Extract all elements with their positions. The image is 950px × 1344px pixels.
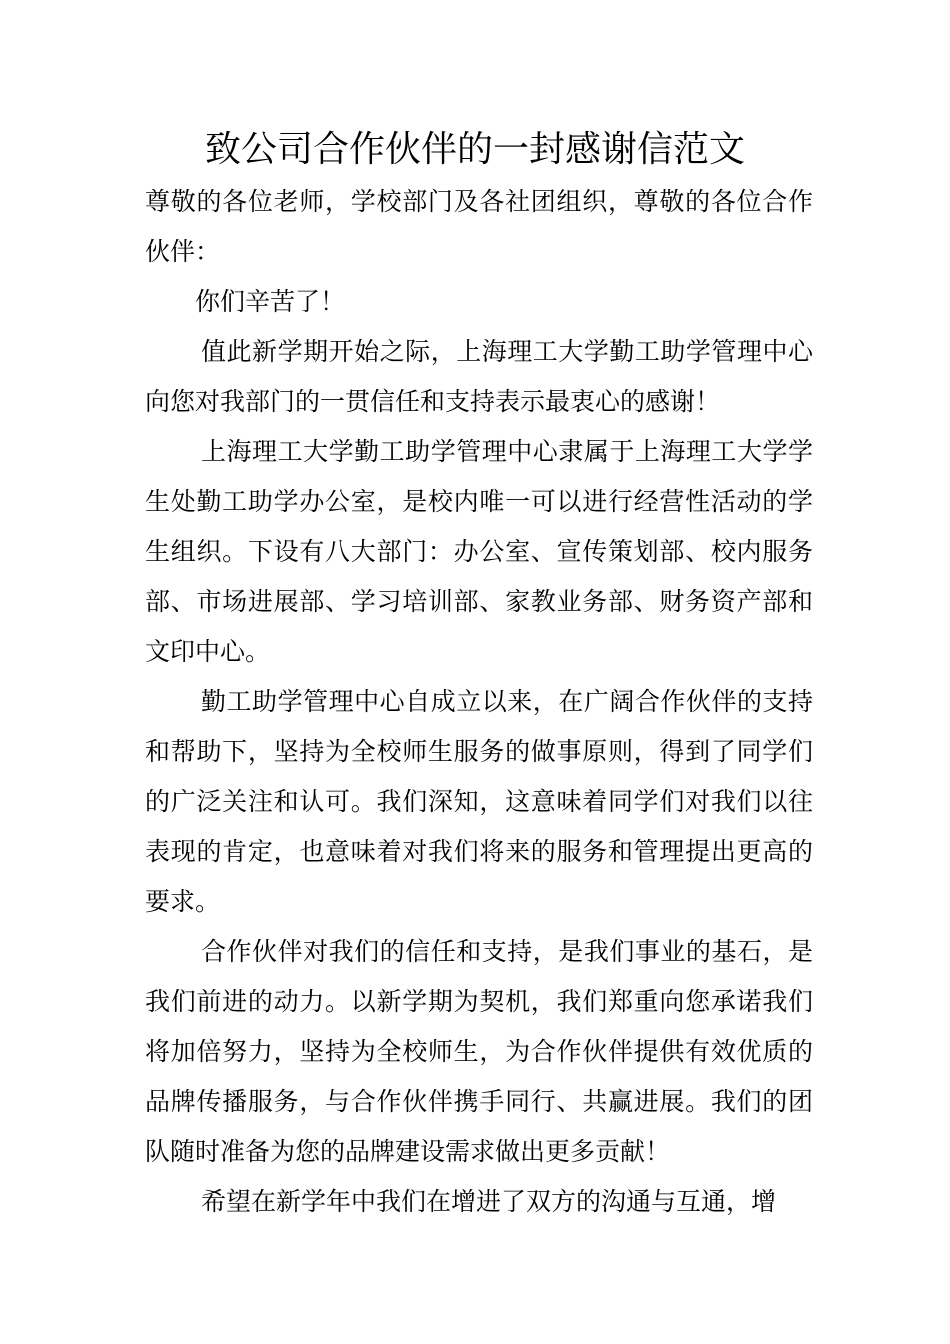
paragraph-3: 勤工助学管理中心自成立以来，在广阔合作伙伴的支持和帮助下，坚持为全校师生服务的做事原则，得到了同学们的广泛关注和认可。我们深知，这意味着同学们对我们以往表现的肯定，也意味着对我们将来的服务和管理提出更高的要求。 (145, 687, 813, 916)
paragraph-1: 值此新学期开始之际，上海理工大学勤工助学管理中心向您对我部门的一贯信任和支持表示最衷心的感谢！ (145, 337, 813, 416)
paragraph-5: 希望在新学年中我们在增进了双方的沟通与互通，增 (201, 1187, 777, 1216)
salutation: 尊敬的各位老师，学校部门及各社团组织，尊敬的各位合作伙伴： (145, 187, 813, 266)
greeting: 你们辛苦了！ (195, 287, 346, 316)
paragraph-2: 上海理工大学勤工助学管理中心隶属于上海理工大学学生处勤工助学办公室，是校内唯一可以进行经营性活动的学生组织。下设有八大部门：办公室、宣传策划部、校内服务部、市场进展部、学习培训部、家教业务部、财务资产部和文印中心。 (145, 437, 813, 666)
document-title: 致公司合作伙伴的一封感谢信范文 (204, 129, 745, 170)
paragraph-4: 合作伙伴对我们的信任和支持，是我们事业的基石，是我们前进的动力。以新学期为契机，我们郑重向您承诺我们将加倍努力，坚持为全校师生，为合作伙伴提供有效优质的品牌传播服务，与合作伙伴携手同行、共赢进展。我们的团队随时准备为您的品牌建设需求做出更多贡献！ (145, 937, 813, 1166)
letter-body (145, 177, 813, 1227)
